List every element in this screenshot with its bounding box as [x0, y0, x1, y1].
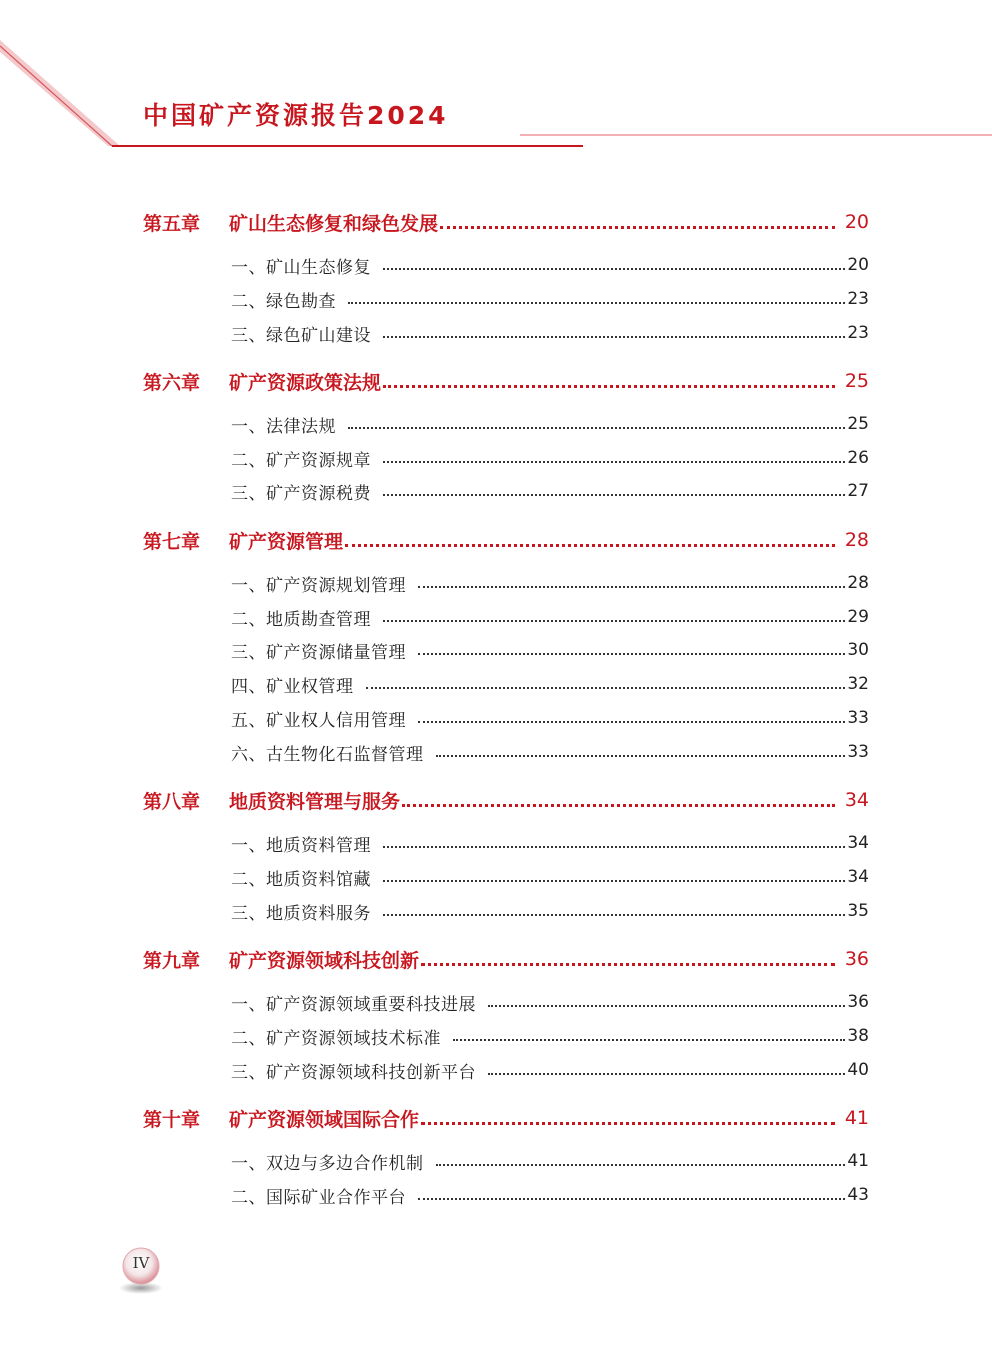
toc-section[interactable] — [231, 1148, 869, 1174]
dot-leader — [453, 1039, 845, 1041]
toc-chapter[interactable] — [143, 944, 869, 974]
section-title: 五、矿业权人信用管理 — [231, 710, 406, 731]
dot-leader — [366, 687, 846, 689]
section-title: 三、矿产资源领域科技创新平台 — [231, 1062, 476, 1083]
chapter-page: 36 — [844, 948, 869, 970]
dot-leader — [383, 880, 845, 882]
dot-leader — [418, 653, 845, 655]
toc-section[interactable] — [231, 570, 869, 596]
chapter-page: 41 — [844, 1107, 869, 1129]
section-title: 三、绿色矿山建设 — [231, 325, 371, 346]
toc-section[interactable] — [231, 1057, 869, 1083]
section-title: 二、地质资料馆藏 — [231, 869, 371, 890]
section-page: 38 — [847, 1026, 869, 1046]
section-title: 三、地质资料服务 — [231, 903, 371, 924]
dot-leader — [488, 1073, 845, 1075]
section-title: 一、矿产资源规划管理 — [231, 575, 406, 596]
section-page: 43 — [847, 1185, 869, 1205]
section-title: 一、法律法规 — [231, 416, 336, 437]
toc-section[interactable] — [231, 989, 869, 1015]
dot-leader — [383, 494, 845, 496]
chapter-page: 25 — [844, 370, 869, 392]
dot-leader — [488, 1005, 845, 1007]
section-title: 四、矿业权管理 — [231, 676, 354, 697]
section-title: 一、矿产资源领域重要科技进展 — [231, 994, 476, 1015]
chapter-number: 第八章 — [143, 790, 201, 813]
chapter-number: 第六章 — [143, 371, 201, 394]
section-page: 23 — [847, 289, 869, 309]
section-page: 32 — [847, 674, 869, 694]
toc-section[interactable] — [231, 1182, 869, 1208]
section-title: 二、绿色勘查 — [231, 291, 336, 312]
section-page: 28 — [847, 573, 869, 593]
toc-section[interactable] — [231, 898, 869, 924]
chapter-number: 第九章 — [143, 949, 201, 972]
section-page: 34 — [847, 867, 869, 887]
section-page: 23 — [847, 323, 869, 343]
toc-section[interactable] — [231, 705, 869, 731]
section-page: 36 — [847, 992, 869, 1012]
chapter-title: 矿产资源领域国际合作 — [229, 1108, 420, 1131]
chapter-title: 矿产资源管理 — [229, 530, 344, 553]
chapter-title: 矿产资源领域科技创新 — [229, 949, 420, 972]
section-title: 六、古生物化石监督管理 — [231, 744, 424, 765]
dot-leader — [348, 302, 845, 304]
dot-leader — [418, 586, 845, 588]
chapter-page: 20 — [844, 211, 869, 233]
toc-chapter[interactable] — [143, 1103, 869, 1133]
dot-leader — [440, 226, 835, 229]
toc-chapter[interactable] — [143, 785, 869, 815]
toc-section[interactable] — [231, 671, 869, 697]
section-title: 一、矿山生态修复 — [231, 257, 371, 278]
section-title: 二、矿产资源领域技术标准 — [231, 1028, 441, 1049]
chapter-number: 第五章 — [143, 212, 201, 235]
dot-leader — [348, 427, 845, 429]
section-page: 33 — [847, 708, 869, 728]
section-page: 20 — [847, 255, 869, 275]
chapter-number: 第十章 — [143, 1108, 201, 1131]
section-title: 一、双边与多边合作机制 — [231, 1153, 424, 1174]
chapter-page: 34 — [844, 789, 869, 811]
section-page: 33 — [847, 742, 869, 762]
dot-leader — [383, 914, 845, 916]
section-title: 二、地质勘查管理 — [231, 609, 371, 630]
section-title: 三、矿产资源税费 — [231, 483, 371, 504]
toc-section[interactable] — [231, 252, 869, 278]
section-title: 二、矿产资源规章 — [231, 450, 371, 471]
dot-leader — [421, 1122, 835, 1125]
dot-leader — [418, 721, 845, 723]
dot-leader — [402, 804, 835, 807]
section-title: 三、矿产资源储量管理 — [231, 642, 406, 663]
dot-leader — [383, 846, 845, 848]
dot-leader — [383, 620, 845, 622]
dot-leader — [421, 963, 835, 966]
chapter-title: 矿产资源政策法规 — [229, 371, 382, 394]
dot-leader — [383, 336, 845, 338]
section-page: 41 — [847, 1151, 869, 1171]
dot-leader — [383, 268, 845, 270]
dot-leader — [383, 461, 845, 463]
toc-chapter[interactable] — [143, 366, 869, 396]
toc-chapter[interactable] — [143, 207, 869, 237]
toc-section[interactable] — [231, 445, 869, 471]
toc-section[interactable] — [231, 478, 869, 504]
toc-section[interactable] — [231, 1023, 869, 1049]
chapter-title: 地质资料管理与服务 — [229, 790, 401, 813]
section-page: 30 — [847, 640, 869, 660]
toc-section[interactable] — [231, 637, 869, 663]
section-title: 一、地质资料管理 — [231, 835, 371, 856]
chapter-page: 28 — [844, 529, 869, 551]
chapter-title: 矿山生态修复和绿色发展 — [229, 212, 439, 235]
dot-leader — [345, 544, 835, 547]
toc-section[interactable] — [231, 830, 869, 856]
toc-section[interactable] — [231, 286, 869, 312]
section-page: 25 — [847, 414, 869, 434]
section-page: 35 — [847, 901, 869, 921]
toc-section[interactable] — [231, 739, 869, 765]
toc-section[interactable] — [231, 411, 869, 437]
toc-chapter[interactable] — [143, 525, 869, 555]
section-page: 34 — [847, 833, 869, 853]
section-title: 二、国际矿业合作平台 — [231, 1187, 406, 1208]
section-page: 40 — [847, 1060, 869, 1080]
toc-section[interactable] — [231, 864, 869, 890]
toc-section[interactable] — [231, 604, 869, 630]
section-page: 27 — [847, 481, 869, 501]
dot-leader — [418, 1198, 845, 1200]
dot-leader — [383, 385, 835, 388]
dot-leader — [436, 755, 846, 757]
toc-section[interactable] — [231, 320, 869, 346]
page-number: IV — [132, 1254, 150, 1272]
chapter-number: 第七章 — [143, 530, 201, 553]
section-page: 26 — [847, 448, 869, 468]
report-title: 中国矿产资源报告2024 — [143, 101, 449, 130]
dot-leader — [436, 1164, 846, 1166]
section-page: 29 — [847, 607, 869, 627]
